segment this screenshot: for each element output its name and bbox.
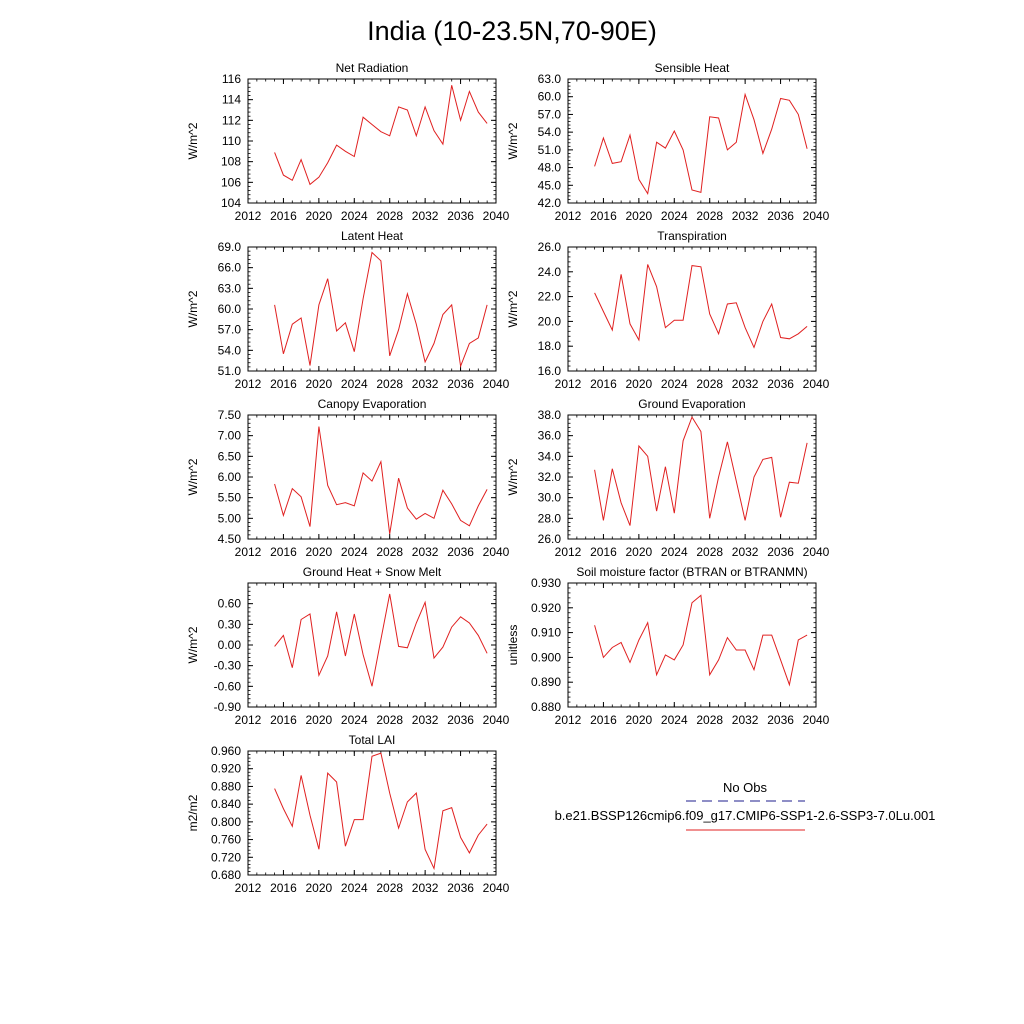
x-tick-label: 2036 (767, 377, 794, 391)
x-tick-label: 2016 (270, 377, 297, 391)
x-tick-label: 2036 (447, 209, 474, 223)
series-line (275, 753, 488, 868)
panel-4 (186, 397, 510, 559)
y-tick-label: 45.0 (537, 178, 561, 193)
y-tick-label: 0.00 (217, 638, 241, 652)
x-tick-label: 2040 (482, 545, 510, 559)
x-tick-label: 2036 (767, 713, 794, 727)
x-tick-label: 2020 (305, 545, 333, 559)
y-tick-label: 0.680 (210, 868, 241, 882)
y-tick-label: 0.760 (210, 832, 241, 847)
x-tick-label: 2028 (696, 545, 724, 559)
x-tick-label: 2020 (625, 209, 653, 223)
x-tick-label: 2036 (767, 209, 794, 223)
y-tick-label: 0.30 (217, 617, 241, 632)
x-tick-label: 2016 (270, 881, 297, 895)
plot-frame (248, 583, 496, 707)
x-tick-label: 2040 (482, 713, 510, 727)
y-tick-label: -0.90 (213, 700, 241, 714)
y-tick-label: -0.60 (213, 679, 241, 694)
y-axis-label: W/m^2 (506, 458, 520, 496)
series-line (275, 253, 488, 367)
x-tick-label: 2024 (340, 545, 368, 559)
x-tick-label: 2016 (590, 713, 617, 727)
x-tick-label: 2020 (305, 881, 333, 895)
y-tick-label: 0.930 (530, 576, 561, 590)
x-tick-label: 2028 (376, 881, 404, 895)
y-tick-label: 63.0 (217, 281, 241, 296)
y-tick-label: 0.910 (530, 625, 561, 640)
x-tick-label: 2012 (234, 377, 262, 391)
y-axis-label: W/m^2 (186, 626, 200, 664)
x-tick-label: 2024 (340, 209, 368, 223)
y-tick-label: 42.0 (537, 196, 561, 210)
y-tick-label: 6.00 (217, 470, 241, 484)
y-tick-label: 0.720 (210, 850, 241, 865)
y-tick-label: 48.0 (537, 160, 561, 175)
y-tick-label: 114 (221, 92, 241, 107)
y-tick-label: 7.00 (217, 428, 241, 443)
y-tick-label: 26.0 (537, 532, 561, 546)
x-tick-label: 2012 (234, 713, 262, 727)
x-tick-label: 2032 (411, 545, 439, 559)
x-tick-label: 2032 (731, 209, 759, 223)
y-tick-label: 69.0 (217, 240, 241, 254)
y-tick-label: 0.890 (530, 675, 561, 690)
y-tick-label: 106 (220, 175, 241, 190)
x-tick-label: 2036 (447, 377, 474, 391)
x-tick-label: 2012 (554, 209, 582, 223)
y-tick-label: 51.0 (537, 142, 561, 157)
y-tick-label: 20.0 (537, 314, 561, 329)
x-tick-label: 2020 (625, 713, 653, 727)
x-tick-label: 2036 (447, 881, 474, 895)
x-tick-label: 2036 (447, 713, 474, 727)
x-tick-label: 2020 (305, 713, 333, 727)
x-tick-label: 2016 (270, 209, 297, 223)
x-tick-label: 2012 (234, 545, 262, 559)
x-tick-label: 2040 (802, 377, 830, 391)
y-tick-label: 66.0 (217, 260, 241, 275)
x-tick-label: 2024 (660, 377, 688, 391)
x-tick-label: 2012 (554, 377, 582, 391)
panel-8 (186, 733, 510, 895)
y-tick-label: 0.60 (217, 596, 241, 611)
x-tick-label: 2016 (590, 545, 617, 559)
x-tick-label: 2020 (625, 377, 653, 391)
x-tick-label: 2020 (305, 377, 333, 391)
y-axis-label: W/m^2 (186, 290, 200, 328)
y-tick-label: 30.0 (537, 490, 561, 505)
y-tick-label: 0.920 (210, 761, 241, 776)
x-tick-label: 2024 (340, 713, 368, 727)
y-axis-label: m2/m2 (186, 794, 200, 832)
legend-obs-label: No Obs (722, 780, 768, 795)
series-line (275, 594, 488, 686)
y-tick-label: 18.0 (537, 339, 561, 354)
series-line (275, 427, 488, 534)
plot-frame (568, 415, 816, 539)
x-tick-label: 2020 (625, 545, 653, 559)
y-axis-label: W/m^2 (506, 290, 520, 328)
y-tick-label: 0.960 (210, 744, 241, 758)
panel-0 (186, 61, 510, 223)
x-tick-label: 2024 (340, 377, 368, 391)
panel-6 (186, 565, 510, 727)
x-tick-label: 2020 (305, 209, 333, 223)
x-tick-label: 2024 (340, 881, 368, 895)
x-tick-label: 2032 (411, 713, 439, 727)
panel-1 (506, 61, 830, 223)
y-tick-label: 104 (220, 196, 241, 210)
y-tick-label: 6.50 (217, 449, 241, 464)
y-tick-label: 57.0 (217, 322, 241, 337)
x-tick-label: 2028 (376, 545, 404, 559)
panel-title: Canopy Evaporation (317, 397, 427, 411)
panel-7 (506, 565, 830, 727)
y-tick-label: 63.0 (537, 72, 561, 86)
x-tick-label: 2040 (482, 209, 510, 223)
panel-title: Ground Evaporation (638, 397, 746, 411)
x-tick-label: 2012 (234, 881, 262, 895)
y-tick-label: 32.0 (537, 470, 561, 484)
x-tick-label: 2016 (590, 377, 617, 391)
y-tick-label: 54.0 (217, 343, 241, 358)
y-axis-label: W/m^2 (506, 122, 520, 160)
legend-run-label: b.e21.BSSP126cmip6.f09_g17.CMIP6-SSP1-2.6-SSP3-7.0Lu.001 (554, 808, 936, 823)
x-tick-label: 2028 (696, 209, 724, 223)
x-tick-label: 2032 (731, 713, 759, 727)
panel-title: Total LAI (348, 733, 396, 747)
x-tick-label: 2036 (767, 545, 794, 559)
y-tick-label: 16.0 (537, 364, 561, 378)
y-tick-label: 51.0 (217, 364, 241, 378)
y-tick-label: 26.0 (537, 240, 561, 254)
x-tick-label: 2016 (270, 713, 297, 727)
y-tick-label: 22.0 (537, 289, 561, 304)
y-tick-label: 108 (220, 154, 241, 169)
x-tick-label: 2028 (696, 377, 724, 391)
y-tick-label: 7.50 (217, 408, 241, 422)
y-tick-label: 5.00 (217, 511, 241, 526)
y-tick-label: 60.0 (217, 302, 241, 316)
plot-frame (568, 79, 816, 203)
x-tick-label: 2012 (234, 209, 262, 223)
x-tick-label: 2040 (482, 881, 510, 895)
panel-5 (506, 397, 830, 559)
x-tick-label: 2028 (376, 713, 404, 727)
y-tick-label: 110 (221, 134, 241, 148)
x-tick-label: 2016 (590, 209, 617, 223)
y-tick-label: 54.0 (537, 125, 561, 140)
plot-frame (248, 415, 496, 539)
y-tick-label: 36.0 (537, 428, 561, 443)
y-tick-label: 0.880 (530, 700, 561, 714)
panel-title: Ground Heat + Snow Melt (302, 565, 442, 579)
x-tick-label: 2012 (554, 545, 582, 559)
x-tick-label: 2016 (270, 545, 297, 559)
panel-title: Soil moisture factor (BTRAN or BTRANMN) (576, 565, 808, 579)
x-tick-label: 2040 (802, 209, 830, 223)
x-tick-label: 2040 (482, 377, 510, 391)
y-tick-label: 34.0 (537, 449, 561, 464)
y-tick-label: 116 (221, 72, 241, 86)
y-axis-label: W/m^2 (186, 122, 200, 160)
y-tick-label: 0.920 (530, 600, 561, 615)
y-tick-label: 0.840 (210, 797, 241, 812)
y-tick-label: 0.900 (530, 650, 561, 665)
panel-3 (506, 229, 830, 391)
y-tick-label: 0.800 (210, 814, 241, 829)
y-tick-label: 0.880 (210, 779, 241, 794)
x-tick-label: 2032 (411, 881, 439, 895)
x-tick-label: 2012 (554, 713, 582, 727)
legend (555, 780, 936, 830)
x-tick-label: 2036 (447, 545, 474, 559)
x-tick-label: 2024 (660, 209, 688, 223)
y-tick-label: 57.0 (537, 107, 561, 122)
y-tick-label: 5.50 (217, 490, 241, 505)
y-tick-label: -0.30 (213, 658, 241, 673)
x-tick-label: 2032 (411, 377, 439, 391)
series-line (595, 94, 808, 193)
plot-frame (568, 583, 816, 707)
y-tick-label: 24.0 (537, 264, 561, 279)
y-tick-label: 60.0 (537, 89, 561, 104)
x-tick-label: 2028 (696, 713, 724, 727)
x-tick-label: 2032 (731, 377, 759, 391)
y-axis-label: W/m^2 (186, 458, 200, 496)
x-tick-label: 2028 (376, 209, 404, 223)
panel-title: Net Radiation (335, 61, 409, 75)
plot-frame (248, 79, 496, 203)
x-tick-label: 2032 (731, 545, 759, 559)
y-tick-label: 4.50 (217, 532, 241, 546)
y-tick-label: 28.0 (537, 511, 561, 526)
y-axis-label: unitless (506, 624, 520, 666)
y-tick-label: 112 (221, 113, 241, 128)
series-line (595, 264, 808, 347)
panel-title: Transpiration (657, 229, 727, 243)
x-tick-label: 2028 (376, 377, 404, 391)
x-tick-label: 2040 (802, 713, 830, 727)
x-tick-label: 2024 (660, 545, 688, 559)
figure-title: India (10-23.5N,70-90E) (367, 16, 657, 46)
series-line (595, 595, 808, 684)
panel-title: Sensible Heat (654, 61, 730, 75)
series-line (595, 417, 808, 525)
panel-2 (186, 229, 510, 391)
y-tick-label: 38.0 (537, 408, 561, 422)
x-tick-label: 2040 (802, 545, 830, 559)
panel-title: Latent Heat (340, 229, 404, 243)
series-line (275, 85, 488, 184)
panels (186, 61, 830, 895)
x-tick-label: 2024 (660, 713, 688, 727)
x-tick-label: 2032 (411, 209, 439, 223)
